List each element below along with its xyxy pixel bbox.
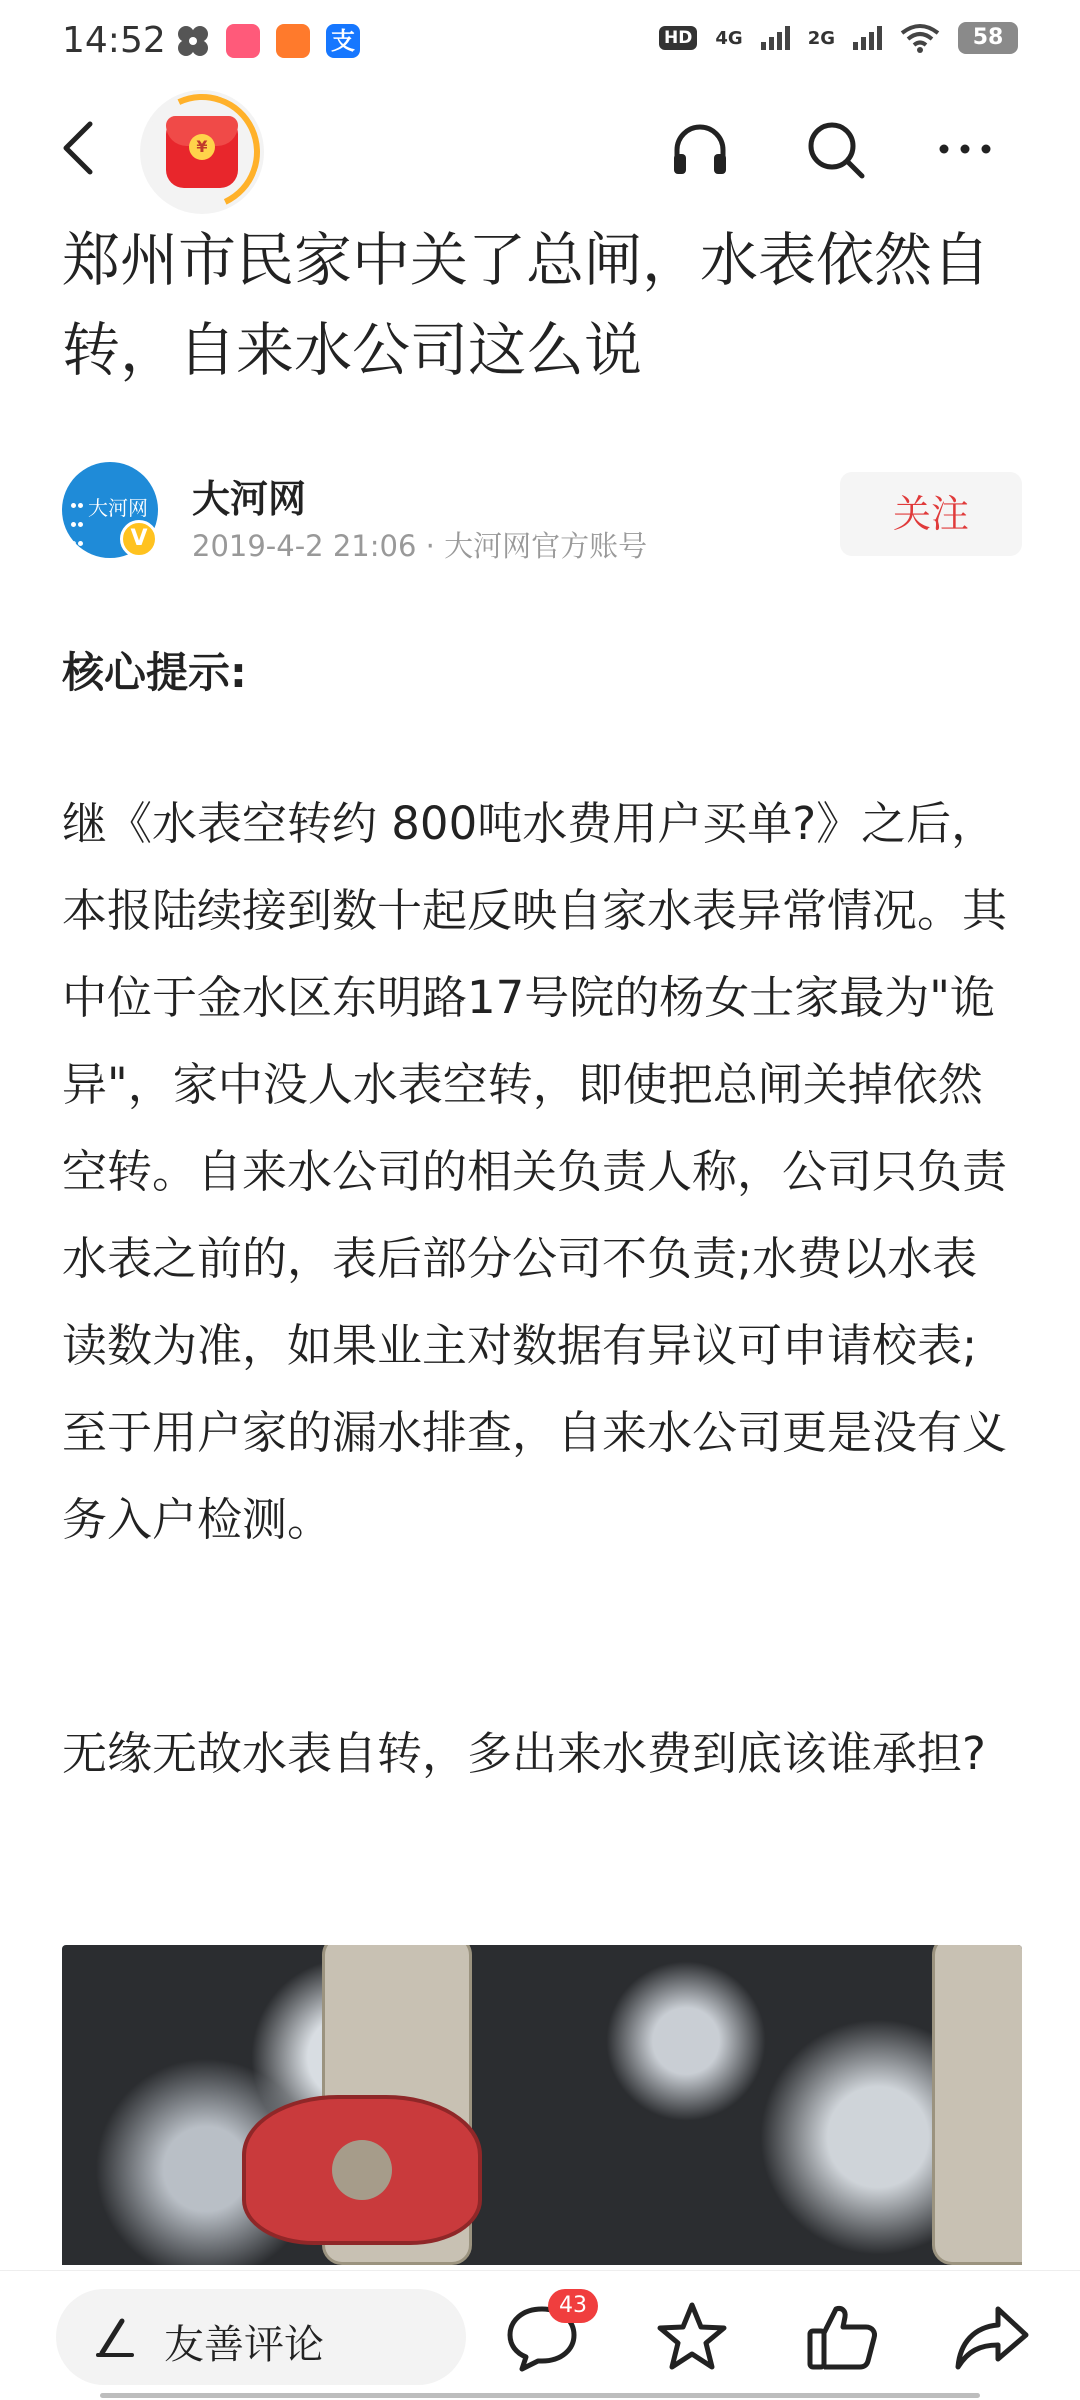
hd-voice-icon: HD — [659, 26, 697, 50]
article-paragraph: 无缘无故水表自转，多出来水费到底该谁承担? — [62, 1727, 986, 1780]
signal-icon — [761, 26, 790, 50]
redpacket-coin: ¥ — [189, 134, 215, 160]
author-logo-dots — [70, 494, 88, 520]
gesture-nav-indicator — [100, 2393, 980, 2398]
redpacket-icon — [166, 116, 238, 188]
status-indicators — [659, 22, 1018, 54]
comment-placeholder: 友善评论 — [164, 2322, 324, 2368]
deals-app-icon — [276, 24, 310, 58]
follow-button[interactable]: 关注 — [840, 472, 1022, 556]
status-app-icons — [176, 24, 360, 58]
network-type-1: 4G — [715, 27, 743, 49]
redpacket-reward-button[interactable] — [140, 90, 264, 214]
photo-valve-core — [332, 2140, 392, 2200]
headset-icon[interactable] — [665, 114, 735, 184]
search-icon[interactable] — [800, 114, 870, 184]
shopping-app-icon — [226, 24, 260, 58]
article-title: 郑州市民家中关了总闸，水表依然自转，自来水公司这么说 — [62, 226, 991, 384]
comments-button[interactable] — [500, 2293, 587, 2379]
thumbs-up-icon[interactable] — [800, 2295, 884, 2379]
comment-input[interactable] — [56, 2289, 466, 2385]
author-logo-text: 大河网 — [88, 496, 148, 520]
alipay-app-icon: 支 — [326, 24, 360, 58]
top-navigation — [0, 84, 1080, 214]
status-time: 14:52 — [62, 20, 166, 61]
star-icon[interactable] — [650, 2295, 734, 2379]
author-row — [62, 462, 1022, 562]
more-icon[interactable] — [930, 114, 1000, 184]
share-icon[interactable] — [950, 2295, 1034, 2379]
photo-pipe — [932, 1945, 1022, 2265]
status-bar — [0, 0, 1080, 84]
author-name[interactable]: 大河网 — [192, 477, 307, 521]
network-type-2: 2G — [807, 27, 835, 49]
section-heading: 核心提示: — [62, 648, 247, 697]
article-paragraph: 继《水表空转约 800吨水费用户买单?》之后，本报陆续接到数十起反映自家水表异常情况。其中位于金水区东明路17号院的杨女士家最为"诡异"，家中没人水表空转，即使把总闸关掉依然空转。自来水公司的相关负责人称，公司只负责水表之前的，表后部分公司不负责;水费以水表读数为准，如果业主对数据有异议可申请校表;至于用户家的漏水排查，自来水公司更是没有义务入户检测。 — [62, 797, 1008, 1546]
signal-icon-2 — [853, 26, 882, 50]
pen-icon — [92, 2313, 140, 2361]
battery-indicator: 58 — [958, 22, 1018, 54]
publish-meta: 2019-4-2 21:06 · 大河网官方账号 — [192, 529, 648, 563]
article-photo[interactable] — [62, 1945, 1022, 2265]
back-arrow-icon[interactable] — [52, 116, 112, 180]
fan-app-icon — [176, 24, 210, 58]
wifi-icon — [900, 23, 940, 53]
bottom-action-bar — [0, 2270, 1080, 2400]
comment-count-badge: 43 — [548, 2289, 598, 2323]
verified-badge-icon: V — [120, 520, 158, 558]
